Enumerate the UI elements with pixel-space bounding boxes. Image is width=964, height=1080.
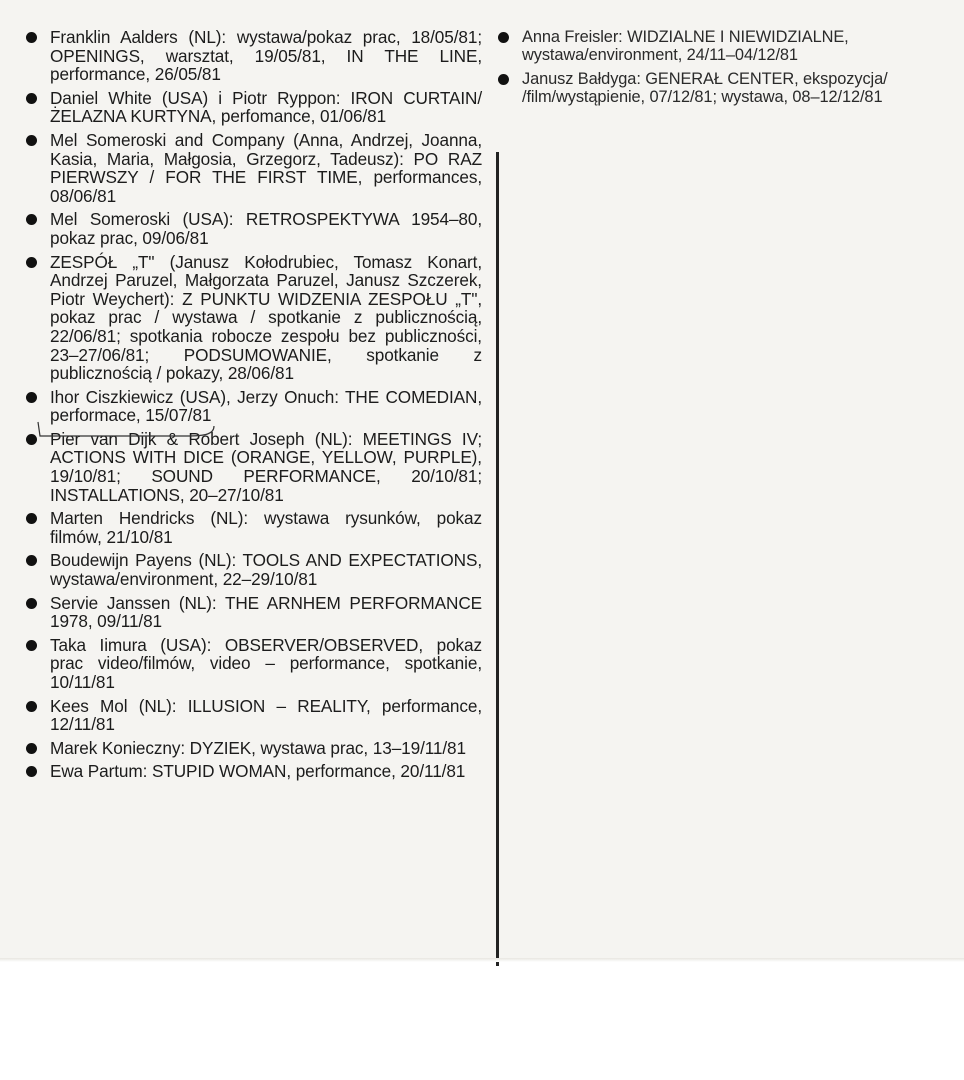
list-item bbox=[24, 762, 482, 781]
bullet-icon bbox=[26, 257, 37, 268]
bullet-icon bbox=[498, 74, 509, 85]
entry-text: Janusz Bałdyga: GENERAŁ CENTER, ekspozycja/ /film/wystąpienie, 07/12/81; wystawa, 08–12/12/81 bbox=[522, 69, 888, 107]
entry-text: Boudewijn Payens (NL): TOOLS AND EXPECTATIONS, wystawa/environment, 22–29/10/81 bbox=[50, 550, 482, 590]
entry-text: Daniel White (USA) i Piotr Ryppon: IRON CURTAIN/ŻELAZNA KURTYNA, perfomance, 01/06/81 bbox=[50, 87, 482, 127]
bullet-icon bbox=[498, 32, 509, 43]
entry-text: Marten Hendricks (NL): wystawa rysunków, pokaz filmów, 21/10/81 bbox=[50, 508, 482, 547]
entry-text: Ewa Partum: STUPID WOMAN, performance, 20/11/81 bbox=[50, 761, 466, 782]
list-item bbox=[24, 253, 482, 383]
bullet-icon bbox=[26, 701, 37, 712]
entry-text: Franklin Aalders (NL): wystawa/pokaz prac, 18/05/81; OPENINGS, warsztat, 19/05/81, IN THE LINE, performance, 26/05/81 bbox=[50, 27, 482, 85]
list-item bbox=[24, 697, 482, 734]
bullet-icon bbox=[26, 135, 37, 146]
list-item bbox=[24, 509, 482, 546]
list-item bbox=[24, 551, 482, 588]
list-item bbox=[24, 131, 482, 205]
entry-text: Pier van Dijk & Robert Joseph (NL): MEETINGS IV; ACTIONS WITH DICE (ORANGE, YELLOW, PURPLE), 19/10/81; SOUND PERFORMANCE, 20/10/81; INSTALLATIONS, 20–27/10/81 bbox=[50, 428, 482, 505]
bullet-icon bbox=[26, 598, 37, 609]
bullet-icon bbox=[26, 32, 37, 43]
list-item bbox=[24, 636, 482, 692]
entry-text: Ihor Ciszkiewicz (USA), Jerzy Onuch: THE COMEDIAN, performace, 15/07/81 bbox=[50, 386, 482, 426]
bullet-icon bbox=[26, 555, 37, 566]
entry-text: Taka Iimura (USA): OBSERVER/OBSERVED, pokaz prac video/filmów, video – performance, spotkanie, 10/11/81 bbox=[50, 634, 482, 692]
list-item bbox=[24, 28, 482, 84]
column-divider bbox=[496, 152, 499, 966]
entry-text: Marek Konieczny: DYZIEK, wystawa prac, 13–19/11/81 bbox=[50, 737, 466, 758]
entry-text: Mel Someroski (USA): RETROSPEKTYWA 1954–80, pokaz prac, 09/06/81 bbox=[50, 209, 482, 248]
bullet-icon bbox=[26, 743, 37, 754]
entry-text: Kees Mol (NL): ILLUSION – REALITY, performance, 12/11/81 bbox=[50, 695, 482, 735]
bullet-icon bbox=[26, 766, 37, 777]
bullet-icon bbox=[26, 392, 37, 403]
list-item bbox=[24, 739, 482, 758]
page-edge bbox=[0, 958, 964, 962]
entry-text: Anna Freisler: WIDZIALNE I NIEWIDZIALNE, wystawa/environment, 24/11–04/12/81 bbox=[522, 28, 849, 65]
bullet-icon bbox=[26, 513, 37, 524]
list-item bbox=[24, 430, 482, 504]
entry-text: Mel Someroski and Company (Anna, Andrzej, Joanna, Kasia, Maria, Małgosia, Grzegorz, Tadeusz): PO RAZ PIERWSZY / FOR THE FIRST TIME, performances, 08/06/81 bbox=[50, 129, 482, 206]
pen-mark-icon bbox=[36, 420, 216, 440]
list-item bbox=[496, 28, 936, 65]
bullet-icon bbox=[26, 214, 37, 225]
bullet-icon bbox=[26, 93, 37, 104]
bullet-icon bbox=[26, 640, 37, 651]
left-column bbox=[24, 28, 482, 786]
list-item bbox=[24, 210, 482, 247]
list-item bbox=[496, 70, 936, 107]
list-item bbox=[24, 89, 482, 126]
entry-text: Servie Janssen (NL): THE ARNHEM PERFORMANCE 1978, 09/11/81 bbox=[50, 592, 482, 632]
list-item bbox=[24, 594, 482, 631]
entry-text: ZESPÓŁ „T" (Janusz Kołodrubiec, Tomasz Konart, Andrzej Paruzel, Małgorzata Paruzel, Janusz Szczerek, Piotr Weychert): Z PUNKTU WIDZENIA ZESPOŁU „T", pokaz prac / wystawa / spotkanie z publicznością, 22/06/81; spotkania robocze zespołu bez publiczności, 23–27/06/81; PODSUMOWANIE, spotkanie z publicznością / pokazy, 28/06/81 bbox=[50, 251, 482, 384]
right-column bbox=[496, 28, 936, 112]
